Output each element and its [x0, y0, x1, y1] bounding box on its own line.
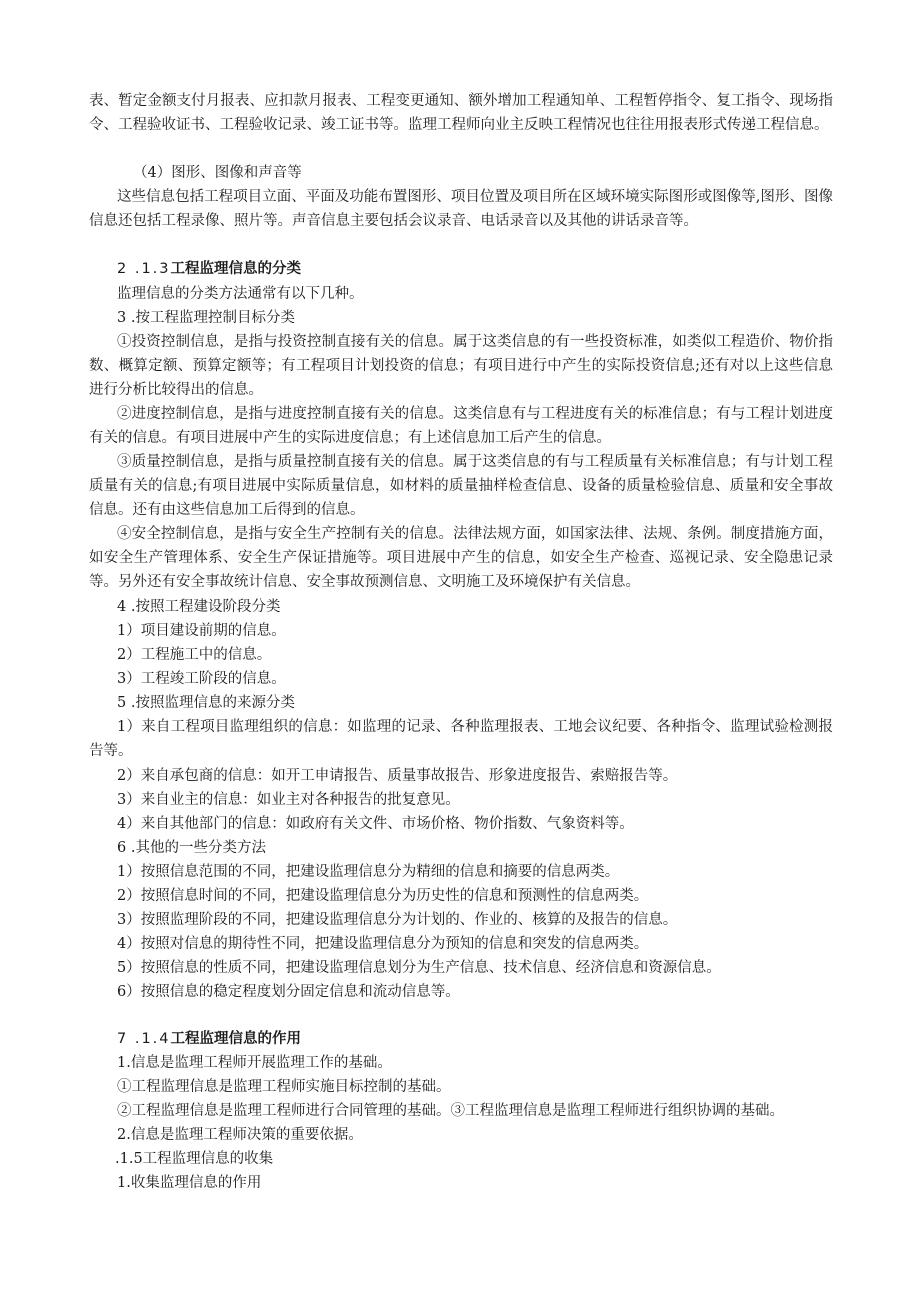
- list-item: 2）按照信息时间的不同，把建设监理信息分为历史性的信息和预测性的信息两类。: [117, 888, 649, 904]
- item-4-title: 4 .按照工程建设阶段分类: [117, 599, 281, 615]
- list-item: 3）来自业主的信息：如业主对各种报告的批复意见。: [117, 792, 460, 808]
- section-title: 工程监理信息的作用: [170, 1031, 302, 1047]
- list-item: 2）来自承包商的信息：如开工申请报告、质量事故报告、形象进度报告、索赔报告等。: [117, 768, 678, 784]
- safety-control-paragraph: ④安全控制信息，是指与安全生产控制有关的信息。法律法规方面，如国家法律、法规、条例。制度措施方面，如安全生产管理体系、安全生产保证措施等。项目进展中产生的信息，如安全生产检查、巡视记录、安全隐患记录等。另外还有安全事故统计信息、安全事故预测信息、文明施工及环境保护有关信息。: [89, 526, 833, 590]
- section-number: 7 .1.4: [117, 1031, 171, 1047]
- list-item: 1）按照信息范围的不同，把建设监理信息分为精细的信息和摘要的信息两类。: [117, 864, 620, 880]
- intro-paragraph: 表、暂定金额支付月报表、应扣款月报表、工程变更通知、额外增加工程通知单、工程暂停指令、复工指令、现场指令、工程验收证书、工程验收记录、竣工证书等。监理工程师向业主反映工程情况也往往用报表形式传递工程信息。: [89, 93, 833, 133]
- item-5-title: 5 .按照监理信息的来源分类: [117, 695, 295, 711]
- section-2-1-5-heading: .1.5工程监理信息的收集: [115, 1151, 274, 1167]
- subsection-4-title: （4）图形、图像和声音等: [133, 165, 302, 181]
- role-1-a: ①工程监理信息是监理工程师实施目标控制的基础。: [117, 1079, 451, 1095]
- investment-control-paragraph: ①投资控制信息，是指与投资控制直接有关的信息。属于这类信息的有一些投资标准，如类似工程造价、物价指数、概算定额、预算定额等；有工程项目计划投资的信息；有项目进行中产生的实际投资信息;还有对以上这些信息进行分析比较得出的信息。: [89, 334, 833, 398]
- list-item: 4）来自其他部门的信息：如政府有关文件、市场价格、物价指数、气象资料等。: [117, 816, 634, 832]
- role-1: 1.信息是监理工程师开展监理工作的基础。: [117, 1055, 392, 1071]
- list-item: 3）按照监理阶段的不同，把建设监理信息分为计划的、作业的、核算的及报告的信息。: [117, 912, 678, 928]
- list-item: 3）工程竣工阶段的信息。: [117, 671, 286, 687]
- classification-intro: 监理信息的分类方法通常有以下几种。: [117, 286, 364, 302]
- section-number: 2 .1.3: [117, 261, 171, 277]
- subsection-4-text: 这些信息包括工程项目立面、平面及功能布置图形、项目位置及项目所在区域环境实际图形或图像等,图形、图像信息还包括工程录像、照片等。声音信息主要包括会议录音、电话录音以及其他的讲话录音等。: [89, 189, 833, 229]
- quality-control-paragraph: ③质量控制信息，是指与质量控制直接有关的信息。属于这类信息的有与工程质量有关标准信息；有与计划工程质量有关的信息;有项目进展中实际质量信息，如材料的质量抽样检查信息、设备的质量检验信息、质量和安全事故信息。还有由这些信息加工后得到的信息。: [89, 454, 833, 518]
- list-item: 1）项目建设前期的信息。: [117, 623, 286, 639]
- list-item: 4）按照对信息的期待性不同，把建设监理信息分为预知的信息和突发的信息两类。: [117, 936, 649, 952]
- section-2-1-3-heading: [117, 257, 833, 281]
- collect-1: 1.收集监理信息的作用: [117, 1175, 262, 1191]
- section-title: 工程监理信息的分类: [170, 261, 302, 277]
- list-item: 6）按照信息的稳定程度划分固定信息和流动信息等。: [117, 984, 460, 1000]
- schedule-control-paragraph: ②进度控制信息，是指与进度控制直接有关的信息。这类信息有与工程进度有关的标准信息；有与工程计划进度有关的信息。有项目进展中产生的实际进度信息；有上述信息加工后产生的信息。: [89, 406, 833, 446]
- item-6-title: 6 .其他的一些分类方法: [117, 840, 266, 856]
- list-item: 2）工程施工中的信息。: [117, 647, 272, 663]
- role-2: 2.信息是监理工程师决策的重要依据。: [117, 1127, 363, 1143]
- list-item: 5）按照信息的性质不同，把建设监理信息划分为生产信息、技术信息、经济信息和资源信息。: [117, 960, 721, 976]
- section-2-1-4-heading: [117, 1027, 833, 1051]
- item-3-title: 3 .按工程监理控制目标分类: [117, 310, 295, 326]
- role-1-bc: ②工程监理信息是监理工程师进行合同管理的基础。③工程监理信息是监理工程师进行组织协调的基础。: [117, 1103, 784, 1119]
- source-supervision-paragraph: 1）来自工程项目监理组织的信息：如监理的记录、各种监理报表、工地会议纪要、各种指令、监理试验检测报告等。: [89, 719, 833, 759]
